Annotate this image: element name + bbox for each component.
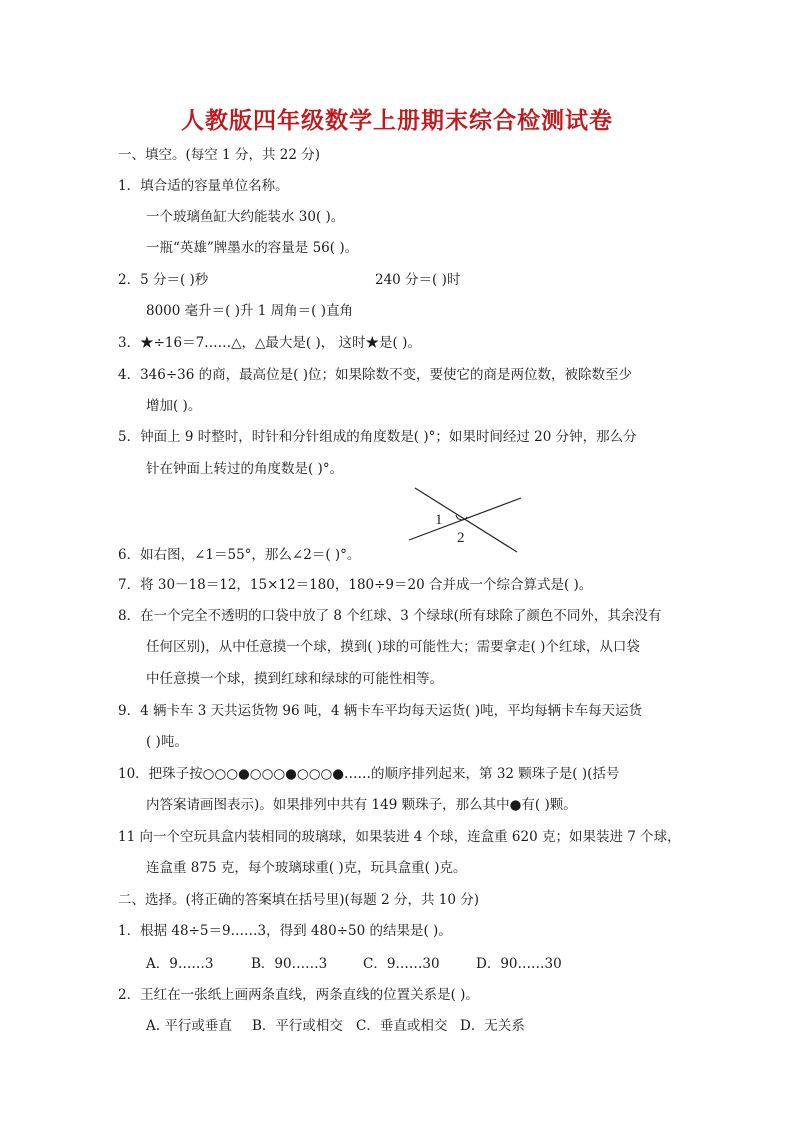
section1-heading: 一、填空。(每空 1 分，共 22 分) xyxy=(118,147,320,163)
s2-q1-option-c: C．9……30 xyxy=(363,956,440,972)
q5-line2: 针在钟面上转过的角度数是( )°。 xyxy=(146,461,344,477)
q8-line2: 任何区别)，从中任意摸一个球，摸到( )球的可能性大；需要拿走( )个红球，从口袋 xyxy=(146,639,640,655)
q8-line1: 8．在一个完全不透明的口袋中放了 8 个红球、3 个绿球(所有球除了颜色不同外，其余没有 xyxy=(118,608,662,624)
q1-item-a: 一个玻璃鱼缸大约能装水 30( )。 xyxy=(146,209,345,225)
q8-line3: 中任意摸一个球，摸到红球和绿球的可能性相等。 xyxy=(146,671,443,687)
q11-line2: 连盒重 875 克，每个玻璃球重( )克，玩具盒重( )克。 xyxy=(146,860,467,876)
s2-q2-option-c: C．垂直或相交 xyxy=(356,1018,448,1034)
q1-stem: 1．填合适的容量单位名称。 xyxy=(118,178,289,194)
s2-q1-option-b: B．90……3 xyxy=(251,956,328,972)
s2-q2-option-b: B．平行或相交 xyxy=(252,1018,343,1034)
q10-line2: 内答案请画图表示)。如果排列中共有 149 颗珠子，那么其中●有( )颗。 xyxy=(146,797,577,813)
s2-q1-option-d: D．90……30 xyxy=(476,956,562,972)
s2-q2-stem: 2．王红在一张纸上画两条直线，两条直线的位置关系是( )。 xyxy=(118,987,479,1003)
angle-2-label: 2 xyxy=(457,530,465,546)
q9-line1: 9．4 辆卡车 3 天共运货物 96 吨，4 辆卡车平均每天运货( )吨，平均每辆卡车每天运货 xyxy=(118,703,643,719)
s2-q2-option-d: D．无关系 xyxy=(460,1018,525,1034)
q2-item-a: 2．5 分＝( )秒 xyxy=(118,272,209,288)
q2-item-c: 8000 毫升＝( )升 1 周角＝( )直角 xyxy=(146,303,353,319)
s2-q2-option-a: A. 平行或垂直 xyxy=(146,1018,232,1034)
section2-heading: 二、选择。(将正确的答案填在括号里)(每题 2 分，共 10 分) xyxy=(118,892,479,908)
line-a xyxy=(415,488,517,552)
q4-line2: 增加( )。 xyxy=(146,398,202,414)
q7: 7．将 30－18＝12，15×12＝180，180÷9＝20 合并成一个综合算式是( )。 xyxy=(118,577,593,593)
q11-line1: 11 向一个空玩具盒内装相同的玻璃球，如果装进 4 个球，连盒重 620 克；如果装进 7 个球， xyxy=(118,829,681,845)
q1-item-b: 一瓶“英雄”牌墨水的容量是 56( )。 xyxy=(146,240,359,256)
q6: 6．如右图，∠1＝55°，那么∠2＝( )°。 xyxy=(118,547,361,563)
q4-line1: 4．346÷36 的商，最高位是( )位；如果除数不变，要使它的商是两位数，被除数至少 xyxy=(118,367,632,383)
q3: 3．★÷16＝7……△，△最大是( )， 这时★是( )。 xyxy=(118,335,421,351)
q10-line1: 10．把珠子按○○○●○○○●○○○●……的顺序排列起来，第 32 颗珠子是( )(括号 xyxy=(118,766,620,782)
q9-line2: ( )吨。 xyxy=(146,734,188,750)
s2-q1-option-a: A．9……3 xyxy=(146,956,214,972)
exam-title: 人教版四年级数学上册期末综合检测试卷 xyxy=(181,107,613,134)
s2-q1-stem: 1．根据 48÷5＝9……3，得到 480÷50 的结果是( )。 xyxy=(118,923,452,939)
q5-line1: 5．钟面上 9 时整时，时针和分针组成的角度数是( )°；如果时间经过 20 分钟，那么分 xyxy=(118,429,637,445)
intersecting-lines-diagram xyxy=(405,482,525,554)
angle-1-label: 1 xyxy=(435,512,443,528)
q2-item-b: 240 分＝( )时 xyxy=(375,272,461,288)
